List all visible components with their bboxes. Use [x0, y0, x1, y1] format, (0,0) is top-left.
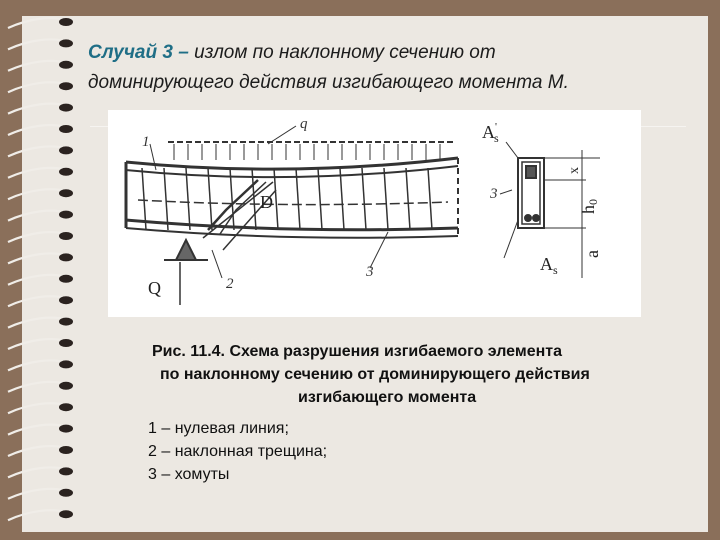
- stirrup: [384, 168, 388, 230]
- binding-ring: [8, 253, 66, 263]
- binding-hole: [59, 82, 73, 90]
- binding-hole: [59, 275, 73, 283]
- binding-ring: [8, 318, 66, 328]
- caption-title: [148, 340, 708, 409]
- binding-ring: [8, 39, 66, 49]
- binding-ring: [8, 104, 66, 114]
- title-line2: доминирующего действия изгибающего момента М.: [88, 72, 569, 93]
- binding-hole: [59, 489, 73, 497]
- binding-ring: [8, 446, 66, 456]
- binding-hole: [59, 360, 73, 368]
- caption-title-line1: Рис. 11.4. Схема разрушения изгибаемого элемента: [152, 343, 562, 360]
- label-As-bottom: $A_s$: [540, 254, 558, 277]
- binding-ring: [8, 489, 66, 499]
- binding-ring: [8, 360, 66, 370]
- stirrup: [164, 168, 168, 230]
- stirrup: [186, 168, 190, 230]
- binding-hole: [59, 382, 73, 390]
- binding-hole: [59, 104, 73, 112]
- legend-item: 1 – нулевая линия;: [148, 420, 289, 437]
- binding-ring: [8, 425, 66, 435]
- binding-hole: [59, 125, 73, 133]
- stirrup: [208, 168, 212, 230]
- binding-hole: [59, 211, 73, 219]
- legend-item: 2 – наклонная трещина;: [148, 443, 328, 460]
- binding-ring: [8, 189, 66, 199]
- label-As-top: A' s: [482, 121, 499, 145]
- binding-hole: [59, 318, 73, 326]
- label-a: a: [582, 250, 602, 258]
- label-2: 2: [226, 276, 234, 292]
- slide-title: [88, 38, 688, 98]
- label-q: q: [300, 116, 308, 132]
- binding-hole: [59, 189, 73, 197]
- label-3-section: 3: [490, 186, 498, 202]
- binding-hole: [59, 39, 73, 47]
- stirrup: [428, 168, 432, 230]
- binding-ring: [8, 382, 66, 392]
- binding-ring: [8, 403, 66, 413]
- binding-ring: [8, 168, 66, 178]
- label-x: x: [567, 167, 582, 174]
- binding-ring: [8, 467, 66, 477]
- label-h0: h0: [578, 199, 600, 214]
- binding-hole: [59, 253, 73, 261]
- stirrup: [406, 168, 410, 230]
- binding-ring: [8, 339, 66, 349]
- binding-hole: [59, 146, 73, 154]
- stirrup: [362, 168, 366, 230]
- binding-ring: [8, 296, 66, 306]
- label-Q: Q: [148, 278, 161, 298]
- binding-ring: [8, 232, 66, 242]
- binding-ring: [8, 125, 66, 135]
- figure-caption: [148, 340, 708, 486]
- binding-hole: [59, 425, 73, 433]
- binding-hole: [59, 339, 73, 347]
- binding-ring: [8, 61, 66, 71]
- label-3-beam: 3: [366, 264, 374, 280]
- beam-diagram: [108, 110, 641, 317]
- label-1: 1: [142, 134, 150, 150]
- binding-hole: [59, 510, 73, 518]
- binding-ring: [8, 18, 66, 28]
- binding-ring: [8, 82, 66, 92]
- spiral-binding: [0, 0, 90, 540]
- binding-ring: [8, 146, 66, 156]
- binding-hole: [59, 18, 73, 26]
- binding-hole: [59, 467, 73, 475]
- binding-hole: [59, 403, 73, 411]
- binding-hole: [59, 168, 73, 176]
- caption-legend: [148, 417, 708, 486]
- title-rest-line1: излом по наклонному сечению от: [188, 42, 496, 63]
- caption-title-line2: по наклонному сечению от доминирующего действия: [160, 366, 590, 383]
- binding-hole: [59, 296, 73, 304]
- binding-hole: [59, 232, 73, 240]
- title-lead: Случай 3 –: [88, 42, 189, 63]
- beam-figure: [108, 110, 641, 317]
- stirrup: [340, 168, 344, 230]
- legend-item: 3 – хомуты: [148, 466, 230, 483]
- binding-ring: [8, 211, 66, 221]
- binding-hole: [59, 446, 73, 454]
- caption-title-line3: изгибающего момента: [298, 389, 477, 406]
- binding-ring: [8, 275, 66, 285]
- binding-ring: [8, 510, 66, 520]
- label-D: D: [260, 192, 273, 212]
- binding-hole: [59, 61, 73, 69]
